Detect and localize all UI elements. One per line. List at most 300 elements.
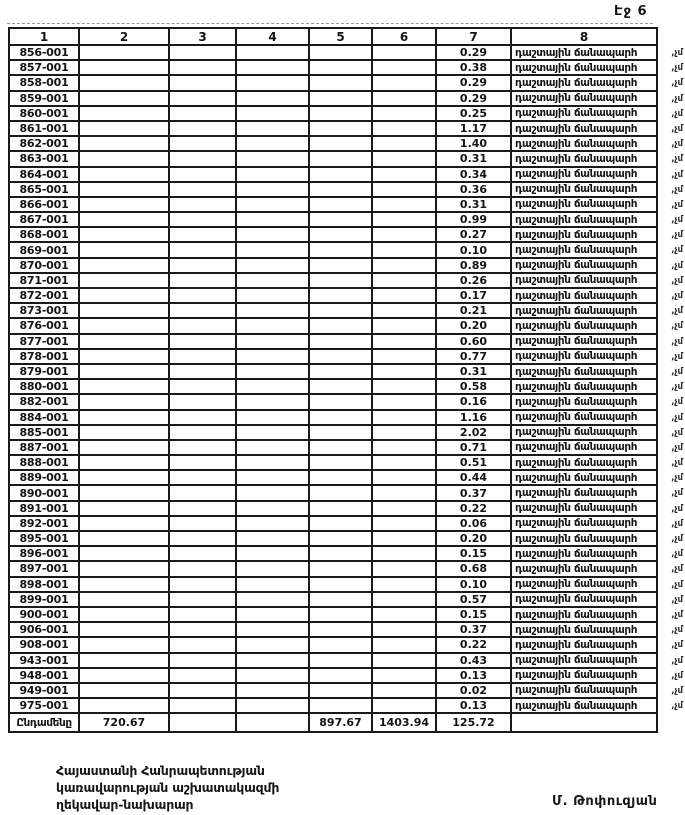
empty-cell xyxy=(237,471,310,486)
table-row xyxy=(10,577,683,593)
empty-cell xyxy=(80,319,170,334)
empty-cell xyxy=(170,243,237,258)
area-value-cell: 0.43 xyxy=(437,654,512,669)
empty-cell xyxy=(237,684,310,699)
column-header: 2 xyxy=(80,29,170,46)
empty-cell xyxy=(310,213,373,228)
area-value-cell: 0.13 xyxy=(437,699,512,714)
empty-cell xyxy=(373,532,437,547)
empty-cell xyxy=(310,578,373,593)
empty-cell xyxy=(80,46,170,61)
empty-cell xyxy=(80,441,170,456)
empty-cell xyxy=(80,669,170,684)
parcel-code-cell: 867-001 xyxy=(10,213,80,228)
empty-cell xyxy=(237,411,310,426)
table-row xyxy=(10,562,683,577)
empty-cell xyxy=(237,289,310,304)
empty-cell xyxy=(80,243,170,258)
empty-cell xyxy=(310,365,373,380)
empty-cell xyxy=(170,335,237,350)
empty-cell xyxy=(373,274,437,289)
parcel-code-cell: 878-001 xyxy=(10,350,80,365)
table-row xyxy=(10,258,683,274)
area-value-cell: 0.17 xyxy=(437,289,512,304)
land-parcel-table xyxy=(8,27,683,733)
empty-cell xyxy=(80,638,170,653)
margin-note: ,չմ xyxy=(671,306,683,317)
empty-cell xyxy=(373,547,437,562)
empty-cell xyxy=(80,304,170,319)
parcel-code-cell: 899-001 xyxy=(10,593,80,608)
empty-cell xyxy=(310,380,373,395)
empty-cell xyxy=(170,289,237,304)
empty-cell xyxy=(237,486,310,501)
area-value-cell: 0.02 xyxy=(437,684,512,699)
column-header: 5 xyxy=(310,29,373,46)
margin-note: ,չմ xyxy=(671,670,683,681)
land-use-cell: դաշտային ճանապարհ xyxy=(512,335,656,350)
land-use-cell: դաշտային ճանապարհ xyxy=(512,76,656,91)
area-value-cell: 0.20 xyxy=(437,532,512,547)
empty-cell xyxy=(80,365,170,380)
land-use-cell: դաշտային ճանապարհ xyxy=(512,61,656,76)
empty-cell xyxy=(310,502,373,517)
empty-cell xyxy=(310,350,373,365)
parcel-code-cell: 872-001 xyxy=(10,289,80,304)
empty-cell xyxy=(170,46,237,61)
margin-note: ,չմ xyxy=(671,93,683,104)
land-use-cell: դաշտային ճանապարհ xyxy=(512,669,656,684)
empty-cell xyxy=(80,623,170,638)
empty-cell xyxy=(80,107,170,122)
column-header: 6 xyxy=(373,29,437,46)
empty-cell xyxy=(170,365,237,380)
empty-cell xyxy=(80,289,170,304)
area-value-cell: 0.44 xyxy=(437,471,512,486)
empty-cell xyxy=(310,638,373,653)
parcel-code-cell: 890-001 xyxy=(10,486,80,501)
land-use-cell: դաշտային ճանապարհ xyxy=(512,486,656,501)
empty-cell xyxy=(80,122,170,137)
footer-title-line-1: Հայաստանի Հանրապետության xyxy=(56,763,265,778)
empty-cell xyxy=(237,259,310,274)
empty-cell xyxy=(170,228,237,243)
land-use-cell: դաշտային ճանապարհ xyxy=(512,304,656,319)
empty-cell xyxy=(373,365,437,380)
empty-cell xyxy=(170,137,237,152)
empty-cell xyxy=(237,380,310,395)
table-row xyxy=(10,592,683,608)
column-header: 7 xyxy=(437,29,512,46)
parcel-code-cell: 856-001 xyxy=(10,46,80,61)
total-value-cell: 897.67 xyxy=(310,714,373,731)
empty-cell xyxy=(373,638,437,653)
margin-note: ,չմ xyxy=(671,366,683,377)
table-row xyxy=(10,501,683,517)
empty-cell xyxy=(80,92,170,107)
empty-cell xyxy=(80,699,170,714)
parcel-code-cell: 877-001 xyxy=(10,335,80,350)
parcel-code-cell: 897-001 xyxy=(10,562,80,577)
margin-note: ,չմ xyxy=(671,503,683,514)
column-header: 8 xyxy=(512,29,656,46)
empty-cell xyxy=(310,654,373,669)
parcel-code-cell: 857-001 xyxy=(10,61,80,76)
empty-cell xyxy=(373,502,437,517)
empty-cell xyxy=(237,426,310,441)
empty-cell xyxy=(310,547,373,562)
parcel-code-cell: 892-001 xyxy=(10,517,80,532)
land-use-cell: դաշտային ճանապարհ xyxy=(512,562,656,577)
land-use-cell: դաշտային ճանապարհ xyxy=(512,623,656,638)
empty-cell xyxy=(80,168,170,183)
margin-note: ,չմ xyxy=(671,48,683,58)
page-number: Էջ 6 xyxy=(614,4,648,19)
area-value-cell: 0.36 xyxy=(437,183,512,198)
total-value-cell: 125.72 xyxy=(437,714,512,731)
empty-cell xyxy=(310,699,373,714)
margin-note: ,չմ xyxy=(671,123,683,134)
empty-cell xyxy=(310,137,373,152)
area-value-cell: 0.37 xyxy=(437,623,512,638)
area-value-cell: 2.02 xyxy=(437,426,512,441)
margin-note: ,չմ xyxy=(671,260,683,271)
empty-cell xyxy=(170,562,237,577)
empty-cell xyxy=(80,547,170,562)
empty-cell xyxy=(237,517,310,532)
footer-title-line-3: ղեկավար-նախարար xyxy=(56,797,194,812)
empty-cell xyxy=(373,61,437,76)
empty-cell xyxy=(80,152,170,167)
margin-note: ,չմ xyxy=(671,640,683,651)
empty-cell xyxy=(310,107,373,122)
empty-cell xyxy=(310,532,373,547)
margin-note: ,չմ xyxy=(671,382,683,393)
empty-cell xyxy=(373,411,437,426)
table-row xyxy=(10,304,683,319)
land-use-cell: դաշտային ճանապարհ xyxy=(512,319,656,334)
empty-cell xyxy=(237,76,310,91)
empty-cell xyxy=(80,76,170,91)
area-value-cell: 0.99 xyxy=(437,213,512,228)
empty-cell xyxy=(80,684,170,699)
empty-cell xyxy=(170,669,237,684)
empty-cell xyxy=(237,152,310,167)
total-label-cell: Ընդամենը xyxy=(10,714,80,731)
empty-cell xyxy=(80,562,170,577)
table-row xyxy=(10,273,683,289)
empty-cell xyxy=(237,274,310,289)
empty-cell xyxy=(373,213,437,228)
empty-cell xyxy=(237,137,310,152)
margin-note: ,չմ xyxy=(671,412,683,423)
empty-cell xyxy=(373,684,437,699)
land-use-cell: դաշտային ճանապարհ xyxy=(512,243,656,258)
area-value-cell: 0.21 xyxy=(437,304,512,319)
parcel-code-cell: 858-001 xyxy=(10,76,80,91)
empty-cell xyxy=(80,486,170,501)
empty-cell xyxy=(237,593,310,608)
empty-cell xyxy=(170,92,237,107)
parcel-code-cell: 870-001 xyxy=(10,259,80,274)
empty-cell xyxy=(373,107,437,122)
empty-cell xyxy=(80,532,170,547)
empty-cell xyxy=(373,319,437,334)
empty-cell xyxy=(373,335,437,350)
empty-cell xyxy=(310,152,373,167)
empty-cell xyxy=(237,61,310,76)
parcel-code-cell: 898-001 xyxy=(10,578,80,593)
column-header: 4 xyxy=(237,29,310,46)
empty-cell xyxy=(170,426,237,441)
empty-cell xyxy=(373,76,437,91)
empty-cell xyxy=(237,562,310,577)
land-use-cell: դաշտային ճանապարհ xyxy=(512,168,656,183)
table-row xyxy=(10,532,683,547)
empty-cell xyxy=(237,623,310,638)
table-row xyxy=(10,243,683,258)
empty-cell xyxy=(373,259,437,274)
land-use-cell: դաշտային ճանապարհ xyxy=(512,441,656,456)
empty-cell xyxy=(373,654,437,669)
column-header: 3 xyxy=(170,29,237,46)
empty-cell xyxy=(310,76,373,91)
table-row xyxy=(10,122,683,137)
parcel-code-cell: 871-001 xyxy=(10,274,80,289)
empty-cell xyxy=(170,198,237,213)
empty-cell xyxy=(80,502,170,517)
empty-cell xyxy=(237,107,310,122)
total-value-cell: 720.67 xyxy=(80,714,170,731)
land-use-cell: դաշտային ճանապարհ xyxy=(512,274,656,289)
empty-cell xyxy=(170,486,237,501)
empty-cell xyxy=(373,578,437,593)
empty-cell xyxy=(237,714,310,731)
empty-cell xyxy=(80,350,170,365)
area-value-cell: 0.29 xyxy=(437,46,512,61)
parcel-code-cell: 865-001 xyxy=(10,183,80,198)
table-header-row xyxy=(10,29,656,46)
margin-note: ,չմ xyxy=(671,549,683,560)
empty-cell xyxy=(237,350,310,365)
area-value-cell: 0.38 xyxy=(437,61,512,76)
empty-cell xyxy=(80,517,170,532)
margin-note: ,չմ xyxy=(671,594,683,605)
empty-cell xyxy=(237,654,310,669)
empty-cell xyxy=(170,319,237,334)
empty-cell xyxy=(373,350,437,365)
parcel-code-cell: 869-001 xyxy=(10,243,80,258)
empty-cell xyxy=(237,198,310,213)
empty-cell xyxy=(80,654,170,669)
margin-note: ,չմ xyxy=(671,488,683,499)
empty-cell xyxy=(170,61,237,76)
empty-cell xyxy=(80,183,170,198)
empty-cell xyxy=(170,623,237,638)
area-value-cell: 0.26 xyxy=(437,274,512,289)
empty-cell xyxy=(237,228,310,243)
land-use-cell: դաշտային ճանապարհ xyxy=(512,699,656,714)
empty-cell xyxy=(310,243,373,258)
land-use-cell: դաշտային ճանապարհ xyxy=(512,152,656,167)
area-value-cell: 0.77 xyxy=(437,350,512,365)
area-value-cell: 0.89 xyxy=(437,259,512,274)
parcel-code-cell: 863-001 xyxy=(10,152,80,167)
empty-cell xyxy=(310,228,373,243)
parcel-code-cell: 906-001 xyxy=(10,623,80,638)
empty-cell xyxy=(310,426,373,441)
land-use-cell: դաշտային ճանապարհ xyxy=(512,380,656,395)
empty-cell xyxy=(373,243,437,258)
land-use-cell: դաշտային ճանապարհ xyxy=(512,122,656,137)
margin-note: ,չմ xyxy=(671,139,683,150)
area-value-cell: 0.22 xyxy=(437,638,512,653)
table-row xyxy=(10,683,683,699)
empty-cell xyxy=(373,395,437,410)
area-value-cell: 0.57 xyxy=(437,593,512,608)
area-value-cell: 1.40 xyxy=(437,137,512,152)
empty-cell xyxy=(237,699,310,714)
empty-cell xyxy=(310,623,373,638)
empty-cell xyxy=(80,578,170,593)
area-value-cell: 0.34 xyxy=(437,168,512,183)
land-use-cell: դաշտային ճանապարհ xyxy=(512,654,656,669)
empty-cell xyxy=(373,669,437,684)
empty-cell xyxy=(237,365,310,380)
area-value-cell: 0.31 xyxy=(437,198,512,213)
empty-cell xyxy=(80,137,170,152)
footer-title-line-2: կառավարության աշխատակազմի xyxy=(56,780,280,795)
empty-cell xyxy=(80,608,170,623)
empty-cell xyxy=(373,137,437,152)
area-value-cell: 0.31 xyxy=(437,365,512,380)
empty-cell xyxy=(170,107,237,122)
empty-cell xyxy=(237,122,310,137)
land-use-cell: դաշտային ճանապարհ xyxy=(512,183,656,198)
parcel-code-cell: 888-001 xyxy=(10,456,80,471)
area-value-cell: 0.51 xyxy=(437,456,512,471)
land-use-cell: դաշտային ճանապարհ xyxy=(512,365,656,380)
empty-cell xyxy=(237,547,310,562)
margin-note: ,չմ xyxy=(671,291,683,301)
table-row xyxy=(10,46,683,61)
parcel-code-cell: 866-001 xyxy=(10,198,80,213)
empty-cell xyxy=(80,61,170,76)
table-row xyxy=(10,197,683,213)
table-row xyxy=(10,608,683,623)
empty-cell xyxy=(170,593,237,608)
empty-cell xyxy=(373,92,437,107)
land-use-cell: դաշտային ճանապարհ xyxy=(512,532,656,547)
empty-cell xyxy=(310,198,373,213)
parcel-code-cell: 884-001 xyxy=(10,411,80,426)
empty-cell xyxy=(237,304,310,319)
margin-note: ,չմ xyxy=(671,655,683,666)
empty-cell xyxy=(310,319,373,334)
margin-note: ,չմ xyxy=(671,108,683,119)
margin-note: ,չմ xyxy=(671,518,683,529)
empty-cell xyxy=(373,441,437,456)
table-row xyxy=(10,137,683,152)
empty-cell xyxy=(310,183,373,198)
area-value-cell: 1.16 xyxy=(437,411,512,426)
empty-cell xyxy=(170,395,237,410)
parcel-code-cell: 862-001 xyxy=(10,137,80,152)
table-row xyxy=(10,91,683,107)
table-row xyxy=(10,182,683,198)
table-row xyxy=(10,623,683,638)
parcel-code-cell: 876-001 xyxy=(10,319,80,334)
area-value-cell: 0.31 xyxy=(437,152,512,167)
area-value-cell: 0.25 xyxy=(437,107,512,122)
empty-cell xyxy=(170,183,237,198)
table-row xyxy=(10,213,683,228)
empty-cell xyxy=(310,456,373,471)
empty-cell xyxy=(310,471,373,486)
area-value-cell: 0.71 xyxy=(437,441,512,456)
table-row xyxy=(10,349,683,365)
empty-cell xyxy=(237,168,310,183)
empty-cell xyxy=(373,152,437,167)
parcel-code-cell: 861-001 xyxy=(10,122,80,137)
table-row xyxy=(10,410,683,426)
land-use-cell: դաշտային ճանապարհ xyxy=(512,259,656,274)
empty-cell xyxy=(237,319,310,334)
empty-cell xyxy=(373,183,437,198)
land-use-cell: դաշտային ճանապարհ xyxy=(512,502,656,517)
land-use-cell: դաշտային ճանապարհ xyxy=(512,228,656,243)
parcel-code-cell: 895-001 xyxy=(10,532,80,547)
table-row xyxy=(10,547,683,562)
empty-cell xyxy=(373,623,437,638)
margin-note: ,չմ xyxy=(671,215,683,226)
empty-cell xyxy=(237,213,310,228)
empty-cell xyxy=(310,289,373,304)
area-value-cell: 0.16 xyxy=(437,395,512,410)
empty-cell xyxy=(310,608,373,623)
table-row xyxy=(10,440,683,456)
land-use-cell: դաշտային ճանապարհ xyxy=(512,46,656,61)
land-use-cell: դաշտային ճանապարհ xyxy=(512,593,656,608)
empty-cell xyxy=(310,46,373,61)
area-value-cell: 0.58 xyxy=(437,380,512,395)
parcel-code-cell: 900-001 xyxy=(10,608,80,623)
column-header: 1 xyxy=(10,29,80,46)
table-row xyxy=(10,289,683,304)
margin-note: ,չմ xyxy=(671,579,683,590)
area-value-cell: 0.20 xyxy=(437,319,512,334)
empty-cell xyxy=(170,638,237,653)
empty-cell xyxy=(170,684,237,699)
empty-cell xyxy=(310,441,373,456)
area-value-cell: 0.10 xyxy=(437,243,512,258)
margin-note: ,չմ xyxy=(671,625,683,636)
table-row xyxy=(10,486,683,501)
margin-note: ,չմ xyxy=(671,336,683,347)
table-row xyxy=(10,638,683,653)
table-row xyxy=(10,380,683,395)
empty-cell xyxy=(170,152,237,167)
margin-note: ,չմ xyxy=(671,473,683,484)
empty-cell xyxy=(310,274,373,289)
land-use-cell: դաշտային ճանապարհ xyxy=(512,289,656,304)
area-value-cell: 0.68 xyxy=(437,562,512,577)
empty-cell xyxy=(170,547,237,562)
empty-cell xyxy=(237,669,310,684)
margin-note: ,չմ xyxy=(671,397,683,408)
empty-cell xyxy=(310,304,373,319)
empty-cell xyxy=(80,426,170,441)
